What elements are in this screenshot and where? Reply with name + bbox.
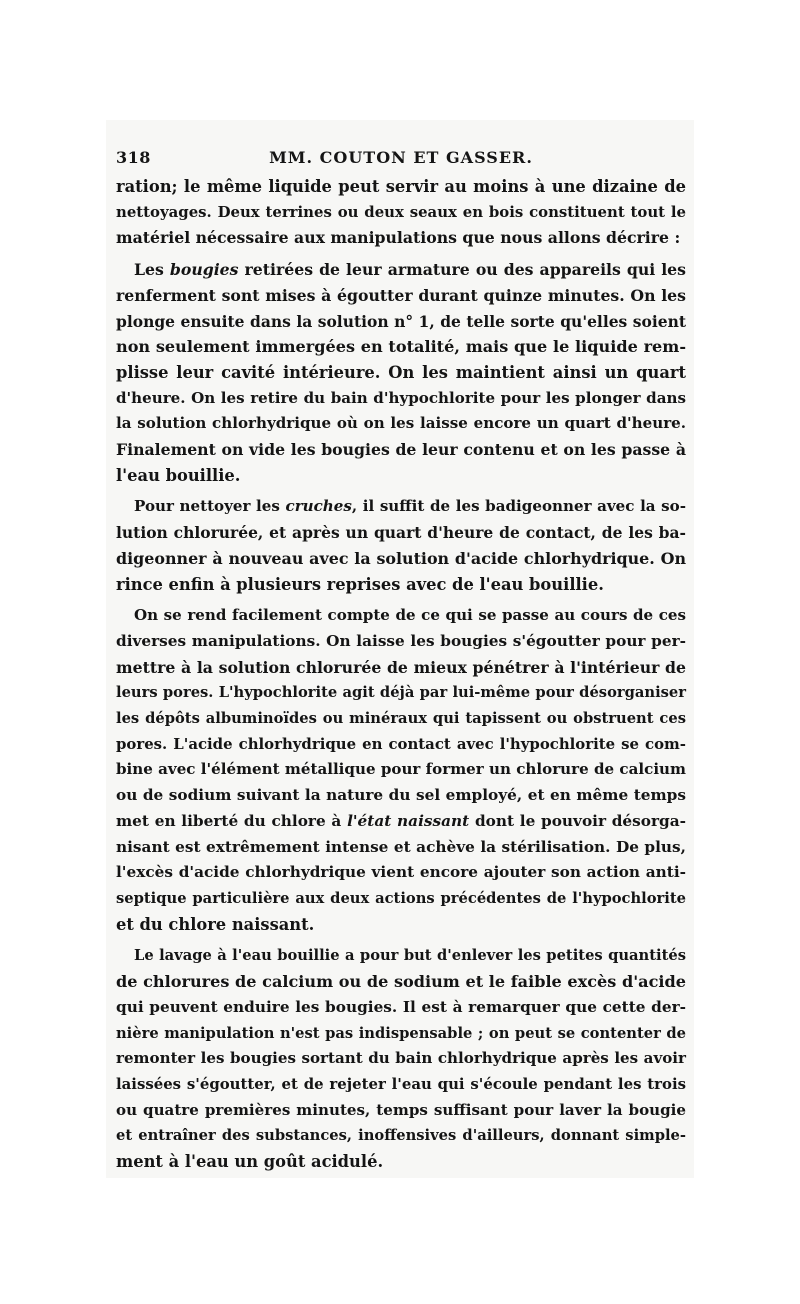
- text-line: renferment sont mises à égoutter durant quinze minutes. On les: [116, 285, 686, 305]
- running-head: MM. COUTON ET GASSER.: [269, 148, 533, 167]
- text-line: Les bougies retirées de leur armature ou des appareils qui les: [134, 260, 686, 280]
- text-line: bine avec l'élément métallique pour former un chlorure de calcium: [116, 760, 686, 779]
- paragraph-1: [116, 174, 686, 251]
- paragraph-4: [116, 603, 686, 937]
- text-line: la solution chlorhydrique où on les laisse encore un quart d'heure.: [116, 414, 686, 433]
- text-line: digeonner à nouveau avec la solution d'acide chlorhydrique. On: [116, 548, 686, 568]
- paragraph-3: [116, 494, 686, 597]
- text-line: matériel nécessaire aux manipulations que nous allons décrire :: [116, 228, 681, 248]
- text-line: les dépôts albuminoïdes ou minéraux qui tapissent ou obstruent ces: [116, 710, 686, 728]
- text-line: lution chlorurée, et après un quart d'heure de contact, de les ba-: [116, 523, 686, 543]
- text-line: Finalement on vide les bougies de leur contenu et on les passe à: [116, 440, 686, 460]
- text-line: ment à l'eau un goût acidulé.: [116, 1152, 384, 1172]
- page-header: [116, 146, 686, 172]
- text-line: mettre à la solution chlorurée de mieux pénétrer à l'intérieur de: [116, 657, 686, 677]
- text-line: ou de sodium suivant la nature du sel employé, et en même temps: [116, 786, 686, 805]
- text-line: l'eau bouillie.: [116, 465, 241, 485]
- text-line: plonge ensuite dans la solution n° 1, de telle sorte qu'elles soient: [116, 311, 686, 331]
- text-line: rince enfin à plusieurs reprises avec de l'eau bouillie.: [116, 574, 604, 594]
- text-line: plisse leur cavité intérieure. On les maintient ainsi un quart: [116, 362, 686, 382]
- text-line: septique particulière aux deux actions précédentes de l'hypochlorite: [116, 889, 686, 907]
- text-line: leurs pores. L'hypochlorite agit déjà par lui-même pour désorganiser: [116, 684, 686, 702]
- text-line: et entraîner des substances, inoffensives d'ailleurs, donnant simple-: [116, 1127, 686, 1145]
- body-text: [116, 174, 686, 1181]
- text-line: remonter les bougies sortant du bain chlorhydrique après les avoir: [116, 1049, 686, 1068]
- text-line: pores. L'acide chlorhydrique en contact avec l'hypochlorite se com-: [116, 734, 686, 753]
- text-line: met en liberté du chlore à l'état naissant dont le pouvoir désorga-: [116, 811, 686, 830]
- text-line: On se rend facilement compte de ce qui se passe au cours de ces: [134, 606, 686, 625]
- text-line: ration; le même liquide peut servir au moins à une dizaine de: [116, 177, 686, 196]
- paragraph-2: [116, 257, 686, 488]
- text-line: l'excès d'acide chlorhydrique vient encore ajouter son action anti-: [116, 863, 686, 882]
- text-line: nière manipulation n'est pas indispensable ; on peut se contenter de: [116, 1024, 686, 1042]
- text-line: laissées s'égoutter, et de rejeter l'eau qui s'écoule pendant les trois: [116, 1074, 686, 1093]
- text-line: diverses manipulations. On laisse les bougies s'égoutter pour per-: [116, 631, 686, 650]
- text-line: de chlorures de calcium ou de sodium et le faible excès d'acide: [116, 972, 686, 992]
- text-line: non seulement immergées en totalité, mais que le liquide rem-: [116, 337, 686, 357]
- text-line: Le lavage à l'eau bouillie a pour but d'enlever les petites quantités: [134, 947, 686, 965]
- text-line: et du chlore naissant.: [116, 914, 315, 934]
- text-line: nettoyages. Deux terrines ou deux seaux en bois constituent tout le: [116, 202, 686, 221]
- text-line: d'heure. On les retire du bain d'hypochlorite pour les plonger dans: [116, 388, 686, 407]
- page-number: 318: [116, 148, 151, 167]
- text-line: ou quatre premières minutes, temps suffisant pour laver la bougie: [116, 1100, 686, 1119]
- text-line: Pour nettoyer les cruches, il suffit de les badigeonner avec la so-: [134, 497, 687, 516]
- text-line: nisant est extrêmement intense et achève la stérilisation. De plus,: [116, 837, 686, 856]
- text-line: qui peuvent enduire les bougies. Il est à remarquer que cette der-: [116, 997, 686, 1016]
- paragraph-5: [116, 943, 686, 1174]
